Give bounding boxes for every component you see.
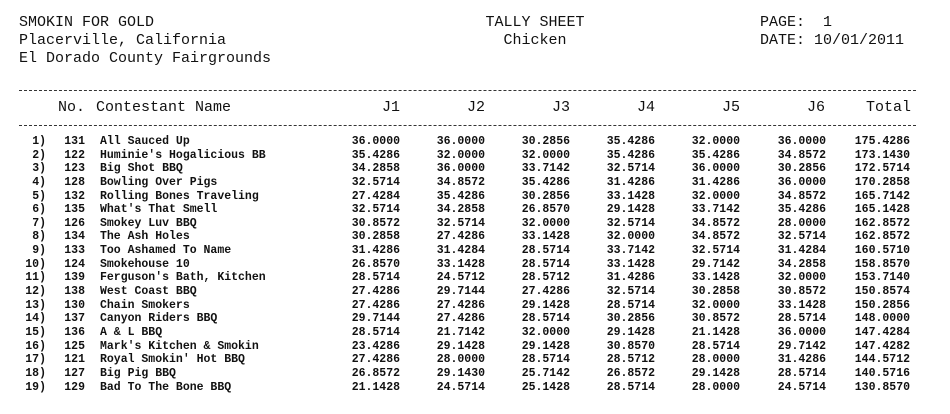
score-j1: 27.4284 [351,189,400,203]
score-j1: 28.5714 [351,271,400,285]
row-rank: 14) [25,312,46,326]
score-j1: 26.8570 [351,257,400,271]
score-j1: 35.4286 [351,148,400,162]
contestant-number: 133 [64,244,85,258]
score-j5: 29.1428 [691,366,740,380]
score-j4: 31.4286 [606,271,655,285]
score-j3: 28.5712 [521,271,570,285]
contestant-number: 125 [64,339,85,353]
table-row [0,381,950,395]
contestant-name: Rolling Bones Traveling [100,189,259,203]
contestant-number: 136 [64,325,85,339]
score-j6: 33.1428 [777,298,826,312]
score-j1: 27.4286 [351,353,400,367]
contestant-name: Bowling Over Pigs [100,175,218,189]
contestant-number: 135 [64,203,85,217]
col-total: Total [865,99,911,116]
table-row [0,135,950,149]
contestant-number: 123 [64,162,85,176]
score-j1: 26.8572 [351,366,400,380]
score-total: 140.5716 [854,366,910,380]
table-row [0,149,950,163]
score-j3: 32.0000 [521,148,570,162]
score-j1: 30.2858 [351,230,400,244]
sheet-title: TALLY SHEET [485,14,585,31]
score-j5: 31.4286 [691,175,740,189]
contestant-name: The Ash Holes [100,230,190,244]
score-j3: 26.8570 [521,203,570,217]
table-row [0,244,950,258]
col-j6: J6 [806,99,825,116]
contestant-number: 130 [64,298,85,312]
contestant-name: Chain Smokers [100,298,190,312]
score-total: 147.4284 [854,325,910,339]
contestant-name: A & L BBQ [100,325,163,339]
score-j2: 27.4286 [436,312,485,326]
divider-top [19,90,916,91]
divider-header [19,125,916,126]
event-venue: El Dorado County Fairgrounds [19,50,272,67]
score-j6: 36.0000 [777,175,826,189]
event-name: SMOKIN FOR GOLD [19,14,155,31]
score-j4: 29.1428 [606,325,655,339]
score-total: 153.7140 [854,271,910,285]
row-rank: 12) [25,285,46,299]
score-total: 165.7142 [854,189,910,203]
contestant-name: Royal Smokin' Hot BBQ [100,353,245,367]
row-rank: 1) [32,135,46,148]
score-j3: 33.1428 [521,230,570,244]
score-j1: 29.7144 [351,312,400,326]
score-j1: 36.0000 [351,135,400,148]
col-j1: J1 [381,99,400,116]
score-j5: 32.5714 [691,244,740,258]
score-j1: 23.4286 [351,339,400,353]
row-rank: 17) [25,353,46,367]
score-j5: 36.0000 [691,162,740,176]
score-j2: 29.7144 [436,285,485,299]
score-j4: 30.8570 [606,339,655,353]
contestant-name: Ferguson's Bath, Kitchen [100,271,266,285]
score-j3: 28.5714 [521,312,570,326]
score-j4: 35.4286 [606,135,655,148]
score-j5: 34.8572 [691,230,740,244]
table-row [0,271,950,285]
row-rank: 16) [25,339,46,353]
contestant-number: 124 [64,257,85,271]
col-j4: J4 [636,99,655,116]
score-j6: 36.0000 [777,325,826,339]
score-j4: 32.0000 [606,230,655,244]
score-j5: 34.8572 [691,216,740,230]
score-j6: 28.0000 [777,216,826,230]
score-j5: 28.0000 [691,353,740,367]
table-row [0,230,950,244]
table-row [0,285,950,299]
score-j3: 28.5714 [521,353,570,367]
score-j6: 30.8572 [777,285,826,299]
score-j2: 27.4286 [436,298,485,312]
score-j5: 29.7142 [691,257,740,271]
score-j1: 32.5714 [351,175,400,189]
score-j5: 35.4286 [691,148,740,162]
contestant-name: Mark's Kitchen & Smokin [100,339,259,353]
col-j2: J2 [466,99,485,116]
table-row [0,176,950,190]
score-j2: 31.4284 [436,244,485,258]
score-j3: 30.2856 [521,189,570,203]
contestant-number: 129 [64,380,85,394]
score-j2: 28.0000 [436,353,485,367]
results-table [0,135,950,394]
col-j5: J5 [721,99,740,116]
score-j2: 34.2858 [436,203,485,217]
contestant-number: 139 [64,271,85,285]
contestant-number: 138 [64,285,85,299]
score-j2: 32.0000 [436,148,485,162]
score-j6: 34.2858 [777,257,826,271]
score-j6: 36.0000 [777,135,826,148]
score-j4: 30.2856 [606,312,655,326]
contestant-number: 127 [64,366,85,380]
table-row [0,326,950,340]
contestant-name: All Sauced Up [100,135,190,148]
row-rank: 10) [25,257,46,271]
score-j5: 30.8572 [691,312,740,326]
table-row [0,299,950,313]
score-j1: 27.4286 [351,285,400,299]
contestant-name: Big Shot BBQ [100,162,183,176]
table-row [0,203,950,217]
score-total: 147.4282 [854,339,910,353]
contestant-number: 134 [64,230,85,244]
score-j6: 30.2856 [777,162,826,176]
col-j3: J3 [551,99,570,116]
score-j2: 34.8572 [436,175,485,189]
contestant-number: 132 [64,189,85,203]
score-j1: 21.1428 [351,380,400,394]
table-row [0,312,950,326]
score-j6: 35.4286 [777,203,826,217]
score-j2: 35.4286 [436,189,485,203]
score-j3: 33.7142 [521,162,570,176]
row-rank: 11) [25,271,46,285]
score-j1: 34.2858 [351,162,400,176]
row-rank: 18) [25,366,46,380]
score-j5: 28.0000 [691,380,740,394]
score-j6: 28.5714 [777,366,826,380]
score-j6: 32.5714 [777,230,826,244]
score-j6: 34.8572 [777,189,826,203]
table-row [0,162,950,176]
score-j3: 25.1428 [521,380,570,394]
table-row [0,190,950,204]
contestant-name: Too Ashamed To Name [100,244,232,258]
contestant-name: Bad To The Bone BBQ [100,380,232,394]
score-j6: 24.5714 [777,380,826,394]
score-total: 162.8572 [854,230,910,244]
score-total: 175.4286 [854,135,910,148]
contestant-number: 122 [64,148,85,162]
score-j3: 32.0000 [521,216,570,230]
page-number: PAGE: 1 [760,14,833,31]
col-name: Contestant Name [96,99,232,116]
score-j4: 28.5712 [606,353,655,367]
sheet-title-block [470,14,600,50]
score-j4: 28.5714 [606,298,655,312]
score-total: 150.2856 [854,298,910,312]
score-j6: 32.0000 [777,271,826,285]
contestant-number: 126 [64,216,85,230]
score-j6: 28.5714 [777,312,826,326]
score-j6: 29.7142 [777,339,826,353]
score-j5: 33.1428 [691,271,740,285]
contestant-number: 131 [64,135,85,148]
row-rank: 6) [32,203,46,217]
score-j4: 31.4286 [606,175,655,189]
score-j1: 32.5714 [351,203,400,217]
contestant-name: West Coast BBQ [100,285,197,299]
row-rank: 7) [32,216,46,230]
score-total: 172.5714 [854,162,910,176]
table-row [0,258,950,272]
score-j4: 32.5714 [606,285,655,299]
score-total: 158.8570 [854,257,910,271]
score-j2: 21.7142 [436,325,485,339]
score-j2: 27.4286 [436,230,485,244]
score-total: 130.8570 [854,380,910,394]
score-j2: 32.5714 [436,216,485,230]
score-j3: 29.1428 [521,298,570,312]
score-j3: 28.5714 [521,257,570,271]
score-j5: 28.5714 [691,339,740,353]
row-rank: 15) [25,325,46,339]
score-j3: 28.5714 [521,244,570,258]
score-j5: 21.1428 [691,325,740,339]
score-j3: 32.0000 [521,325,570,339]
score-j4: 33.1428 [606,189,655,203]
event-city: Placerville, California [19,32,227,49]
row-rank: 13) [25,298,46,312]
score-total: 148.0000 [854,312,910,326]
score-j6: 31.4286 [777,353,826,367]
score-j5: 32.0000 [691,135,740,148]
score-total: 173.1430 [854,148,910,162]
score-j1: 30.8572 [351,216,400,230]
contestant-number: 137 [64,312,85,326]
score-j3: 35.4286 [521,175,570,189]
contestant-number: 128 [64,175,85,189]
score-j2: 24.5714 [436,380,485,394]
contestant-name: Canyon Riders BBQ [100,312,218,326]
score-j5: 30.2858 [691,285,740,299]
row-rank: 4) [32,175,46,189]
contestant-name: Big Pig BBQ [100,366,176,380]
score-total: 144.5712 [854,353,910,367]
score-j4: 29.1428 [606,203,655,217]
score-j4: 32.5714 [606,216,655,230]
score-j2: 29.1430 [436,366,485,380]
table-row [0,340,950,354]
row-rank: 8) [32,230,46,244]
score-j1: 28.5714 [351,325,400,339]
report-date: DATE: 10/01/2011 [760,32,905,49]
table-row [0,353,950,367]
col-no: No. [58,99,86,116]
score-j6: 31.4284 [777,244,826,258]
contestant-name: What's That Smell [100,203,218,217]
score-j4: 35.4286 [606,148,655,162]
score-total: 150.8574 [854,285,910,299]
score-j2: 29.1428 [436,339,485,353]
score-j5: 33.7142 [691,203,740,217]
score-j3: 25.7142 [521,366,570,380]
score-j4: 26.8572 [606,366,655,380]
score-j3: 27.4286 [521,285,570,299]
score-j4: 28.5714 [606,380,655,394]
score-j5: 32.0000 [691,298,740,312]
row-rank: 3) [32,162,46,176]
score-j4: 33.1428 [606,257,655,271]
row-rank: 19) [25,380,46,394]
row-rank: 5) [32,189,46,203]
score-j4: 33.7142 [606,244,655,258]
contestant-name: Huminie's Hogalicious BB [100,148,266,162]
score-j4: 32.5714 [606,162,655,176]
score-j1: 31.4286 [351,244,400,258]
score-j6: 34.8572 [777,148,826,162]
score-j2: 24.5712 [436,271,485,285]
score-total: 162.8572 [854,216,910,230]
contestant-name: Smokey Luv BBQ [100,216,197,230]
score-j1: 27.4286 [351,298,400,312]
event-info [19,14,271,68]
page-info [760,14,904,50]
row-rank: 9) [32,244,46,258]
score-j2: 33.1428 [436,257,485,271]
table-row [0,367,950,381]
score-j2: 36.0000 [436,162,485,176]
score-total: 170.2858 [854,175,910,189]
contestant-name: Smokehouse 10 [100,257,190,271]
score-j3: 30.2856 [521,135,570,148]
score-total: 160.5710 [854,244,910,258]
table-row [0,217,950,231]
category-name: Chicken [503,32,567,49]
score-total: 165.1428 [854,203,910,217]
contestant-number: 121 [64,353,85,367]
score-j5: 32.0000 [691,189,740,203]
score-j2: 36.0000 [436,135,485,148]
row-rank: 2) [32,148,46,162]
score-j3: 29.1428 [521,339,570,353]
